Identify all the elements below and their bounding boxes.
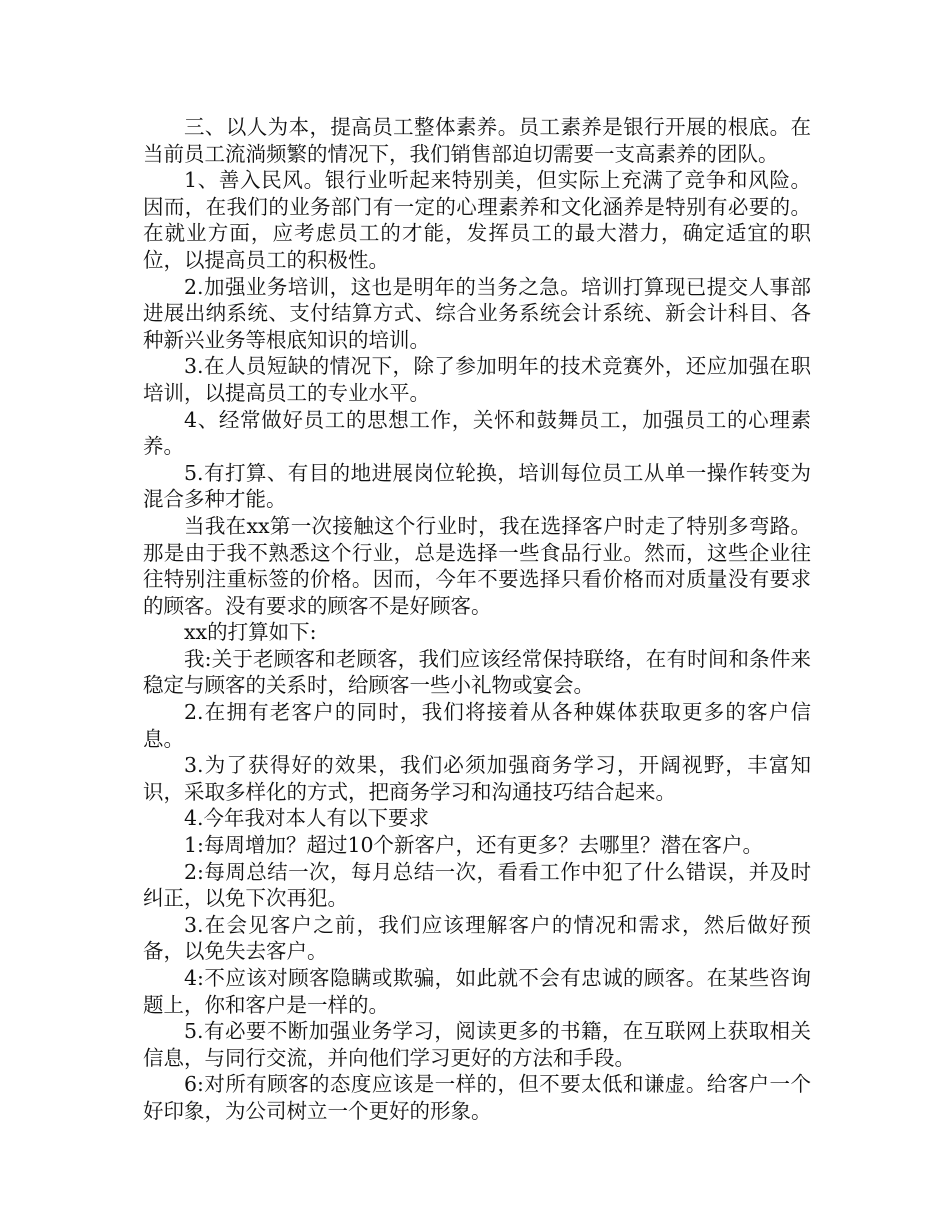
paragraph: 3.为了获得好的效果，我们必须加强商务学习，开阔视野，丰富知识，采取多样化的方式，把商务学习和沟通技巧结合起来。: [143, 753, 811, 804]
paragraph: 3.在会见客户之前，我们应该理解客户的情况和需求，然后做好预备，以免失去客户。: [143, 912, 811, 964]
paragraph: 2.在拥有老客户的同时，我们将接着从各种媒体获取更多的客户信息。: [143, 700, 811, 751]
paragraph: 2:每周总结一次，每月总结一次，看看工作中犯了什么错误，并及时纠正，以免下次再犯。: [143, 859, 811, 911]
paragraph: 5.有必要不断加强业务学习，阅读更多的书籍，在互联网上获取相关信息，与同行交流，并向他们学习更好的方法和手段。: [143, 1019, 811, 1070]
paragraph: 我:关于老顾客和老顾客，我们应该经常保持联络，在有时间和条件来稳定与顾客的关系时，给顾客一些小礼物或宴会。: [143, 646, 811, 698]
paragraph: 6:对所有顾客的态度应该是一样的，但不要太低和谦虚。给客户一个好印象，为公司树立一个更好的形象。: [143, 1072, 811, 1123]
paragraph: 4:不应该对顾客隐瞒或欺骗，如此就不会有忠诚的顾客。在某些咨询题上，你和客户是一样的。: [143, 966, 811, 1017]
paragraph: 3.在人员短缺的情况下，除了参加明年的技术竞赛外，还应加强在职培训，以提高员工的专业水平。: [143, 354, 811, 405]
paragraph: 当我在xx第一次接触这个行业时，我在选择客户时走了特别多弯路。那是由于我不熟悉这个行业，总是选择一些食品行业。然而，这些企业往往特别注重标签的价格。因而，今年不要选择只看价格而对质量没有要求的顾客。没有要求的顾客不是好顾客。: [143, 513, 811, 618]
paragraph: 1:每周增加？超过10个新客户，还有更多？去哪里？潜在客户。: [184, 833, 764, 858]
paragraph: 2.加强业务培训，这也是明年的当务之急。培训打算现已提交人事部进展出纳系统、支付结算方式、综合业务系统会计系统、新会计科目、各种新兴业务等根底知识的培训。: [143, 274, 811, 352]
paragraph: 4、经常做好员工的思想工作，关怀和鼓舞员工，加强员工的心理素养。: [143, 407, 811, 459]
paragraph: 4.今年我对本人有以下要求: [184, 806, 430, 831]
document-body: [143, 114, 811, 1125]
paragraph: 三、以人为本，提高员工整体素养。员工素养是银行开展的根底。在当前员工流淌频繁的情况下，我们销售部迫切需要一支高素养的团队。: [143, 115, 811, 166]
paragraph: xx的打算如下:: [184, 620, 317, 645]
paragraph: 5.有打算、有目的地进展岗位轮换，培训每位员工从单一操作转变为混合多种才能。: [143, 460, 811, 512]
paragraph: 1、善入民风。银行业听起来特别美，但实际上充满了竞争和风险。因而，在我们的业务部门有一定的心理素养和文化涵养是特别有必要的。在就业方面，应考虑员工的才能，发挥员工的最大潜力，确定适宜的职位，以提高员工的积极性。: [143, 168, 811, 272]
